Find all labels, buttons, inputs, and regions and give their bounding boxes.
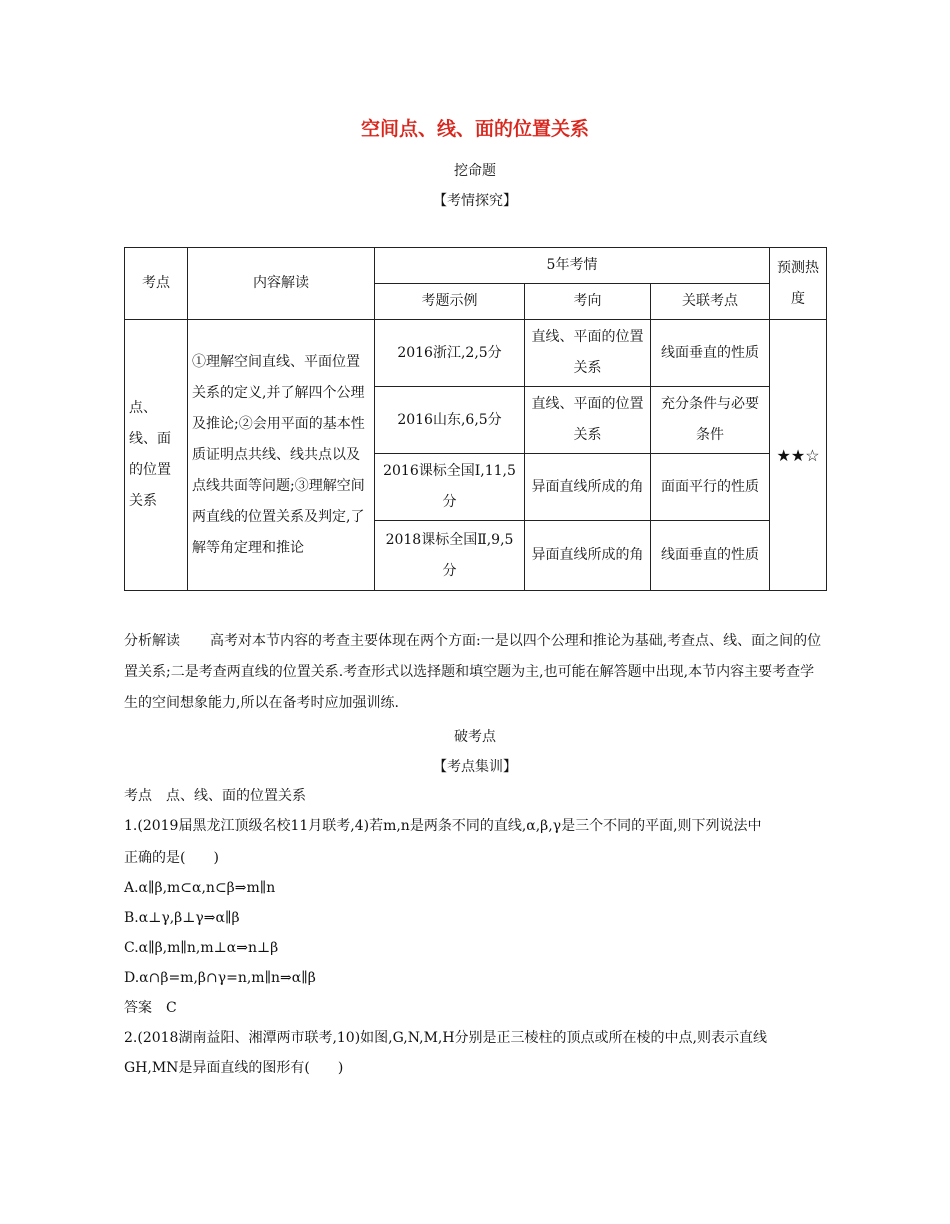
analysis-paragraph <box>124 626 828 719</box>
header-neirong: 内容解读 <box>188 248 375 320</box>
cell-kaoxiang-4: 异面直线所成的角 <box>525 521 651 591</box>
analysis-label: 分析解读 <box>124 633 180 649</box>
cell-shili-2: 2016山东,6,5分 <box>375 387 525 454</box>
cell-guanlian-4: 线面垂直的性质 <box>651 521 770 591</box>
cell-guanlian-2: 充分条件与必要条件 <box>651 387 770 454</box>
cell-kaoxiang-2: 直线、平面的位置关系 <box>525 387 651 454</box>
cell-shili-4: 2018课标全国Ⅱ,9,5分 <box>375 521 525 591</box>
cell-neirong: ①理解空间直线、平面位置关系的定义,并了解四个公理及推论;②会用平面的基本性质证明点共线、线共点以及点线共面等问题;③理解空间两直线的位置关系及判定,了解等角定理和推论 <box>188 320 375 591</box>
section-subheading-jixun: 【考点集训】 <box>433 759 517 775</box>
section-subheading-kaoqing: 【考情探究】 <box>433 193 517 209</box>
cell-kaodian: 点、线、面的位置关系 <box>125 320 188 591</box>
option-b: B.α⊥γ,β⊥γ⇒α∥β <box>124 910 240 926</box>
cell-kaoxiang-3: 异面直线所成的角 <box>525 454 651 521</box>
header-shili: 考题示例 <box>375 284 525 320</box>
cell-shili-1: 2016浙江,2,5分 <box>375 320 525 387</box>
cell-guanlian-3: 面面平行的性质 <box>651 454 770 521</box>
kaoqing-table <box>124 247 827 591</box>
cell-guanlian-1: 线面垂直的性质 <box>651 320 770 387</box>
section-heading-wamingti: 挖命题 <box>454 163 496 179</box>
header-kaodian: 考点 <box>125 248 188 320</box>
question-2-line-2: GH,MN是异面直线的图形有( ) <box>124 1060 344 1076</box>
question-2-line-1: 2.(2018湖南益阳、湘潭两市联考,10)如图,G,N,M,H分别是正三棱柱的顶点或所在棱的中点,则表示直线 <box>124 1030 768 1046</box>
cell-shili-3: 2016课标全国Ⅰ,11,5分 <box>375 454 525 521</box>
answer-1: 答案 C <box>124 1000 177 1016</box>
header-5nian: 5年考情 <box>375 248 770 284</box>
cell-yuce-stars: ★★☆ <box>770 320 827 591</box>
header-yuce: 预测热度 <box>770 248 827 320</box>
header-guanlian: 关联考点 <box>651 284 770 320</box>
option-d: D.α∩β=m,β∩γ=n,m∥n⇒α∥β <box>124 970 316 986</box>
header-kaoxiang: 考向 <box>525 284 651 320</box>
option-a: A.α∥β,m⊂α,n⊂β⇒m∥n <box>124 880 276 896</box>
question-1-line-2: 正确的是( ) <box>124 850 219 866</box>
option-c: C.α∥β,m∥n,m⊥α⇒n⊥β <box>124 940 279 956</box>
analysis-text: 高考对本节内容的考查主要体现在两个方面:一是以四个公理和推论为基础,考查点、线、面之间的位置关系;二是考查两直线的位置关系.考查形式以选择题和填空题为主,也可能在解答题中出现,本节内容主要考查学生的空间想象能力,所以在备考时应加强训练. <box>124 633 822 711</box>
question-1-line-1: 1.(2019届黑龙江顶级名校11月联考,4)若m,n是两条不同的直线,α,β,γ是三个不同的平面,则下列说法中 <box>124 818 762 834</box>
cell-kaoxiang-1: 直线、平面的位置关系 <box>525 320 651 387</box>
section-heading-pokaodian: 破考点 <box>454 729 496 745</box>
kaodian-heading: 考点 点、线、面的位置关系 <box>124 788 306 804</box>
page-title: 空间点、线、面的位置关系 <box>360 118 589 140</box>
